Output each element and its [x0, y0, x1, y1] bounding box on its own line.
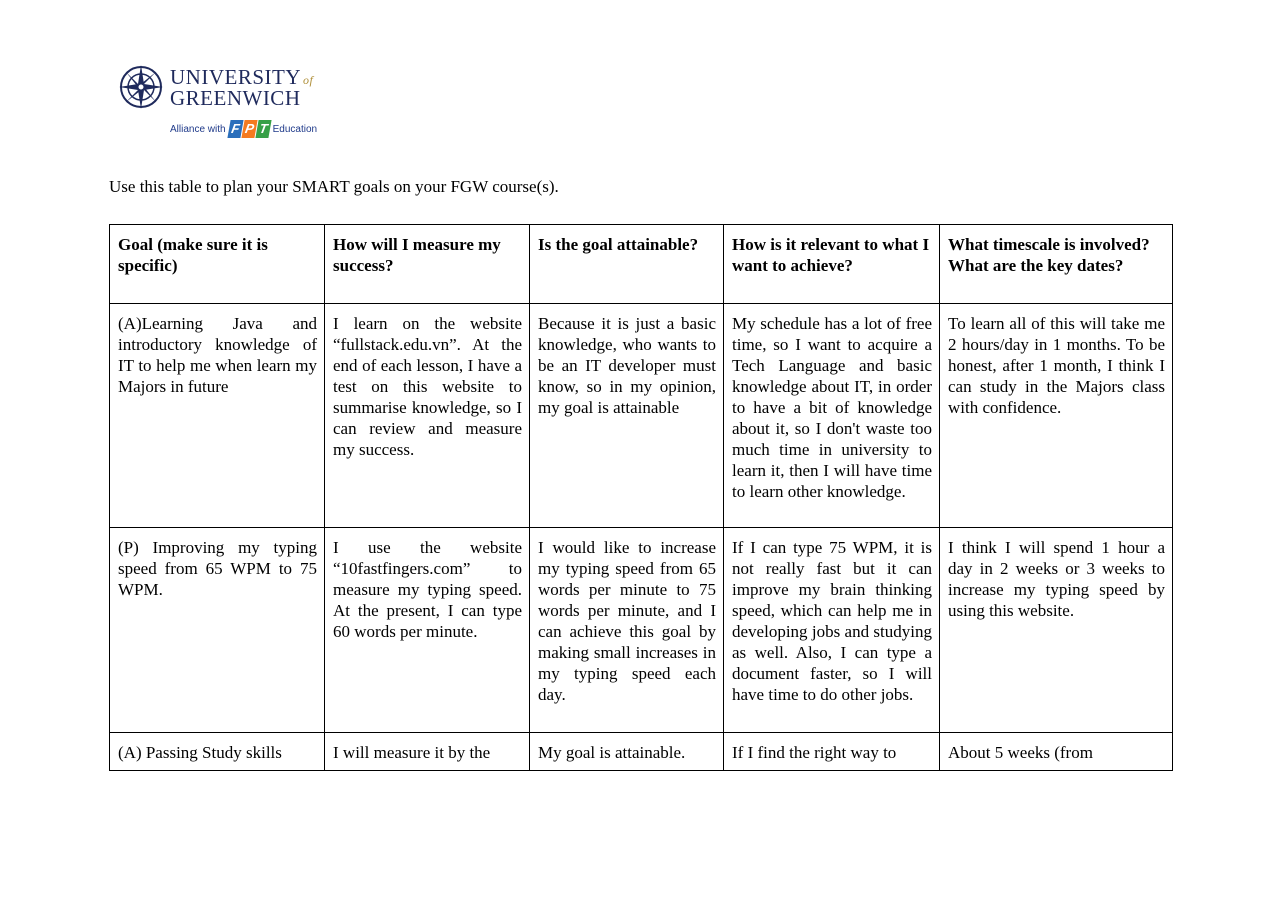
alliance-suffix: Education: [272, 123, 318, 135]
fpt-logo: [229, 120, 270, 138]
header-timescale: What timescale is involved? What are the key dates?: [940, 225, 1173, 304]
logo-of-text: of: [303, 73, 314, 87]
cell-timescale: To learn all of this will take me 2 hours/day in 1 months. To be honest, after 1 month, I think I can study in the Majors class with confidence.: [940, 304, 1173, 528]
table-header-row: [110, 225, 1173, 304]
header-measure: How will I measure my success?: [325, 225, 530, 304]
header-attainable: Is the goal attainable?: [530, 225, 724, 304]
alliance-prefix: Alliance with: [170, 123, 226, 135]
university-logo: [118, 60, 318, 144]
cell-goal-text: (A) Passing Study skills: [118, 743, 282, 762]
cell-attainable-text: My goal is attainable.: [538, 743, 686, 762]
cell-attainable: I would like to increase my typing speed from 65 words per minute to 75 words per minute, and I can achieve this goal by making small increases in my typing speed each day.: [530, 528, 724, 733]
cell-goal: (A)Learning Java and introductory knowledge of IT to help me when learn my Majors in future: [110, 304, 325, 528]
fpt-letter-p: P: [241, 120, 257, 138]
cell-timescale: [940, 733, 1173, 771]
cell-goal: (P) Improving my typing speed from 65 WPM to 75 WPM.: [110, 528, 325, 733]
cell-relevant-text: If I find the right way to: [732, 743, 897, 762]
smart-goals-table: [109, 224, 1173, 771]
cell-measure: [325, 733, 530, 771]
header-relevant: How is it relevant to what I want to achieve?: [724, 225, 940, 304]
cell-measure: I use the website “10fastfingers.com” to measure my typing speed. At the present, I can type 60 words per minute.: [325, 528, 530, 733]
cell-attainable: [530, 733, 724, 771]
fpt-letter-f: F: [227, 120, 243, 138]
cell-relevant: My schedule has a lot of free time, so I want to acquire a Tech Language and basic knowledge about IT, in order to have a bit of knowledge about it, so I don't waste too much time in university to learn it, then I will have time to learn other knowledge.: [724, 304, 940, 528]
cell-measure: I learn on the website “fullstack.edu.vn”. At the end of each lesson, I have a test on this website to summarise knowledge, so I can review and measure my success.: [325, 304, 530, 528]
alliance-tagline: [170, 120, 317, 138]
cell-attainable: Because it is just a basic knowledge, who wants to be an IT developer must know, so in my opinion, my goal is attainable: [530, 304, 724, 528]
table-row: [110, 733, 1173, 771]
cell-relevant: If I can type 75 WPM, it is not really fast but it can improve my brain thinking speed, which can help me in developing jobs and studying as well. Also, I can type a document faster, so I will have time to do other jobs.: [724, 528, 940, 733]
table-row: [110, 304, 1173, 528]
cell-timescale-text: About 5 weeks (from: [948, 743, 1093, 762]
logo-university-text: UNIVERSITY of: [170, 65, 314, 89]
cell-relevant: [724, 733, 940, 771]
table-row: [110, 528, 1173, 733]
intro-text: Use this table to plan your SMART goals on your FGW course(s).: [109, 177, 559, 196]
cell-measure-text: I will measure it by the: [333, 743, 491, 762]
fpt-letter-t: T: [255, 120, 271, 138]
logo-greenwich-text: GREENWICH: [170, 86, 301, 110]
cell-goal: [110, 733, 325, 771]
compass-emblem-icon: [118, 64, 164, 110]
header-goal: Goal (make sure it is specific): [110, 225, 325, 304]
cell-timescale: I think I will spend 1 hour a day in 2 weeks or 3 weeks to increase my typing speed by using this website.: [940, 528, 1173, 733]
